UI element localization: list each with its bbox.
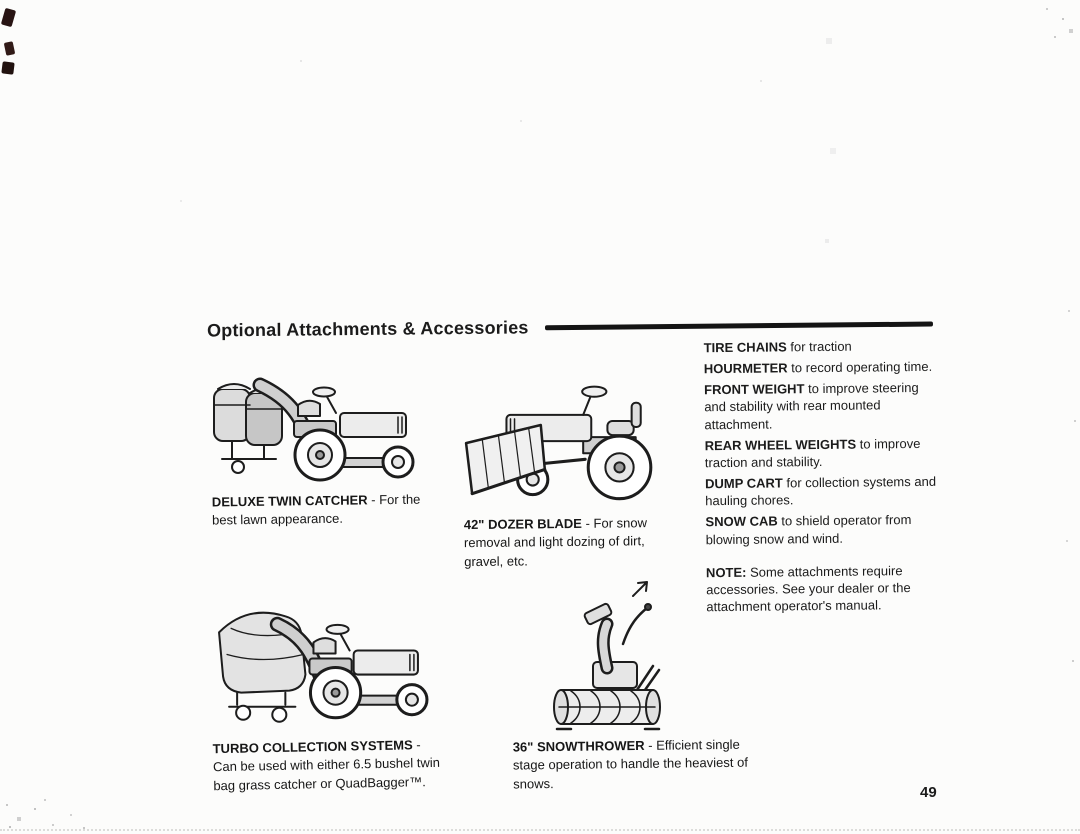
accessory-name: FRONT WEIGHT <box>704 381 805 398</box>
accessory-item <box>705 435 937 472</box>
caption-body: - For the best lawn appearance. <box>212 491 421 528</box>
accessory-description: for collection systems and hauling chores. <box>705 473 937 509</box>
figure-caption <box>513 735 766 793</box>
accessory-item <box>705 473 937 510</box>
caption-body: - For snow removal and light dozing of dirt, gravel, etc. <box>463 515 648 570</box>
caption-lead: DELUXE TWIN CATCHER <box>211 492 368 510</box>
accessory-item <box>704 358 936 378</box>
accessory-description: to improve steering and stability with rear mounted attachment. <box>704 380 919 432</box>
page-number: 49 <box>920 784 937 801</box>
figure-deluxe-twin-catcher <box>202 355 424 487</box>
turbo-collection-illustration <box>207 588 433 734</box>
figure-caption <box>212 490 430 530</box>
hopper-frame <box>229 693 295 722</box>
discharge-chute <box>584 603 613 668</box>
accessory-list <box>704 337 939 616</box>
control-lever <box>623 604 651 644</box>
scan-edge-dots <box>0 829 1080 831</box>
figure-caption <box>464 514 677 572</box>
accessory-name: TIRE CHAINS <box>703 339 787 356</box>
note <box>706 561 939 615</box>
figure-turbo-collection <box>207 588 433 734</box>
mount-frame <box>637 666 659 690</box>
accessory-name: SNOW CAB <box>705 513 778 530</box>
accessory-description: for traction <box>786 338 852 355</box>
accessory-name: REAR WHEEL WEIGHTS <box>704 436 857 453</box>
tractor <box>309 625 427 718</box>
accessory-description: to improve traction and stability. <box>704 435 921 471</box>
scan-speckles <box>0 0 2 2</box>
caption-lead: TURBO COLLECTION SYSTEMS <box>212 737 413 757</box>
accessory-name: HOURMETER <box>703 360 788 377</box>
push-arm <box>545 459 585 463</box>
snowthrower-illustration <box>549 578 669 738</box>
deluxe-twin-catcher-illustration <box>202 355 424 487</box>
scan-mark <box>1 61 14 74</box>
direction-arrow <box>633 582 647 596</box>
dozer-blade-illustration <box>458 340 670 512</box>
caption-lead: 36" SNOWTHROWER <box>512 737 645 755</box>
figure-snowthrower <box>549 578 669 738</box>
accessory-item <box>704 379 937 433</box>
accessory-name: DUMP CART <box>704 475 783 492</box>
figure-caption <box>212 736 443 796</box>
caption-body: - Can be used with either 6.5 bushel twin bag grass catcher or QuadBagger™. <box>212 737 441 794</box>
accessory-item <box>705 511 937 548</box>
scan-mark <box>1 8 16 27</box>
auger-housing <box>554 690 660 729</box>
caption-lead: 42" DOZER BLADE <box>463 515 583 533</box>
accessory-description: to shield operator from blowing snow and wind. <box>705 512 912 547</box>
note-text: Some attachments require accessories. See your dealer or the attachment operator's manual. <box>706 562 911 615</box>
caption-body: - Efficient single stage operation to handle the heaviest of snows. <box>512 736 748 792</box>
scan-mark <box>4 41 16 56</box>
tractor <box>294 388 413 481</box>
accessory-description: to record operating time. <box>787 358 933 376</box>
section-title: Optional Attachments & Accessories <box>206 317 529 341</box>
accessory-item <box>704 337 936 357</box>
note-label: NOTE: <box>705 564 747 580</box>
figure-dozer-blade <box>458 340 670 512</box>
engine-body <box>593 662 637 688</box>
title-rule <box>545 322 933 330</box>
